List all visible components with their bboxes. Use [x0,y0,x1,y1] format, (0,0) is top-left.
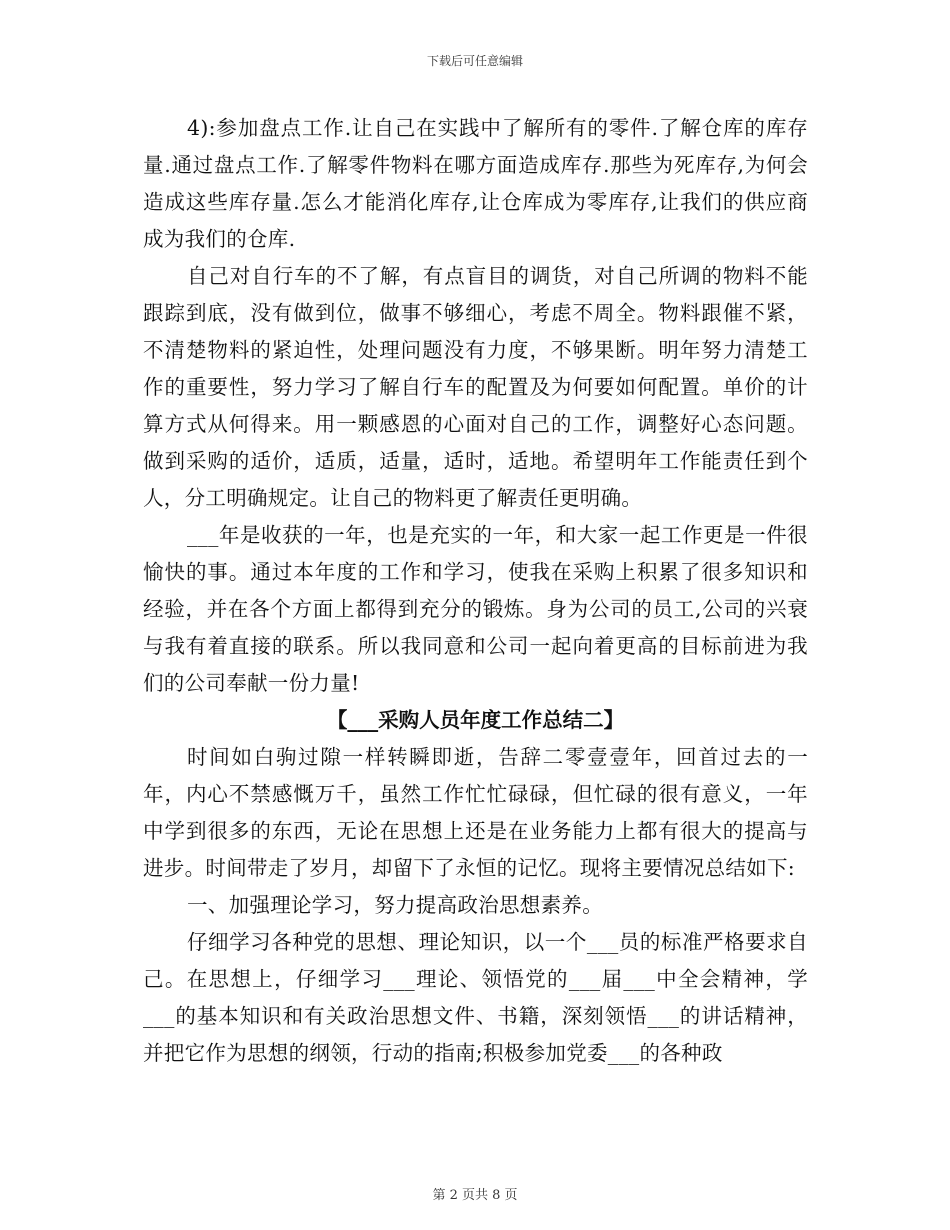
paragraph-heading-theory-study: 一、加强理论学习，努力提高政治思想素养。 [187,893,603,917]
paragraph-party-study: 仔细学习各种党的思想、理论知识，以一个___员的标准严格要求自己。在思想上，仔细学习___理论、领悟党的___届___中全会精神，学___的基本知识和有关政治思想文件、书籍，深刻领悟___的讲话精神，并把它作为思想的纲领，行动的指南;积极参加党委___的各种政 [143,930,808,1065]
page-header: 下载后可任意编辑 [426,54,523,68]
paragraph-time-passing: 时间如白驹过隙一样转瞬即逝，告辞二零壹壹年，回首过去的一年，内心不禁感慨万千，虽然工作忙忙碌碌，但忙碌的很有意义，一年中学到很多的东西，无论在思想上还是在业务能力上都有很大的提高与进步。时间带走了岁月，却留下了永恒的记忆。现将主要情况总结如下: [143,745,808,880]
page-number: 第 2 页共 8 页 [432,1188,518,1203]
paragraph-inventory-check: 4):参加盘点工作.让自己在实践中了解所有的零件.了解仓库的库存量.通过盘点工作.了解零件物料在哪方面造成库存.那些为死库存,为何会造成这些库存量.怎么才能消化库存,让仓库成为零库存,让我们的供应商成为我们的仓库. [143,116,808,251]
paragraph-self-review: 自己对自行车的不了解，有点盲目的调货，对自己所调的物料不能跟踪到底，没有做到位，做事不够细心，考虑不周全。物料跟催不紧，不清楚物料的紧迫性，处理问题没有力度，不够果断。明年努力清楚工作的重要性，努力学习了解自行车的配置及为何要如何配置。单价的计算方式从何得来。用一颗感恩的心面对自己的工作，调整好心态问题。做到采购的适价，适质，适量，适时，适地。希望明年工作能责任到个人，分工明确规定。让自己的物料更了解责任更明确。 [143,264,808,510]
section-title: 【___采购人员年度工作总结二】 [326,708,625,732]
paragraph-year-summary: ___年是收获的一年，也是充实的一年，和大家一起工作更是一件很愉快的事。通过本年度的工作和学习，使我在采购上积累了很多知识和经验，并在各个方面上都得到充分的锻炼。身为公司的员工,公司的兴衰与我有着直接的联系。所以我同意和公司一起向着更高的目标前进为我们的公司奉献一份力量! [143,523,808,695]
document-body [143,110,808,1072]
